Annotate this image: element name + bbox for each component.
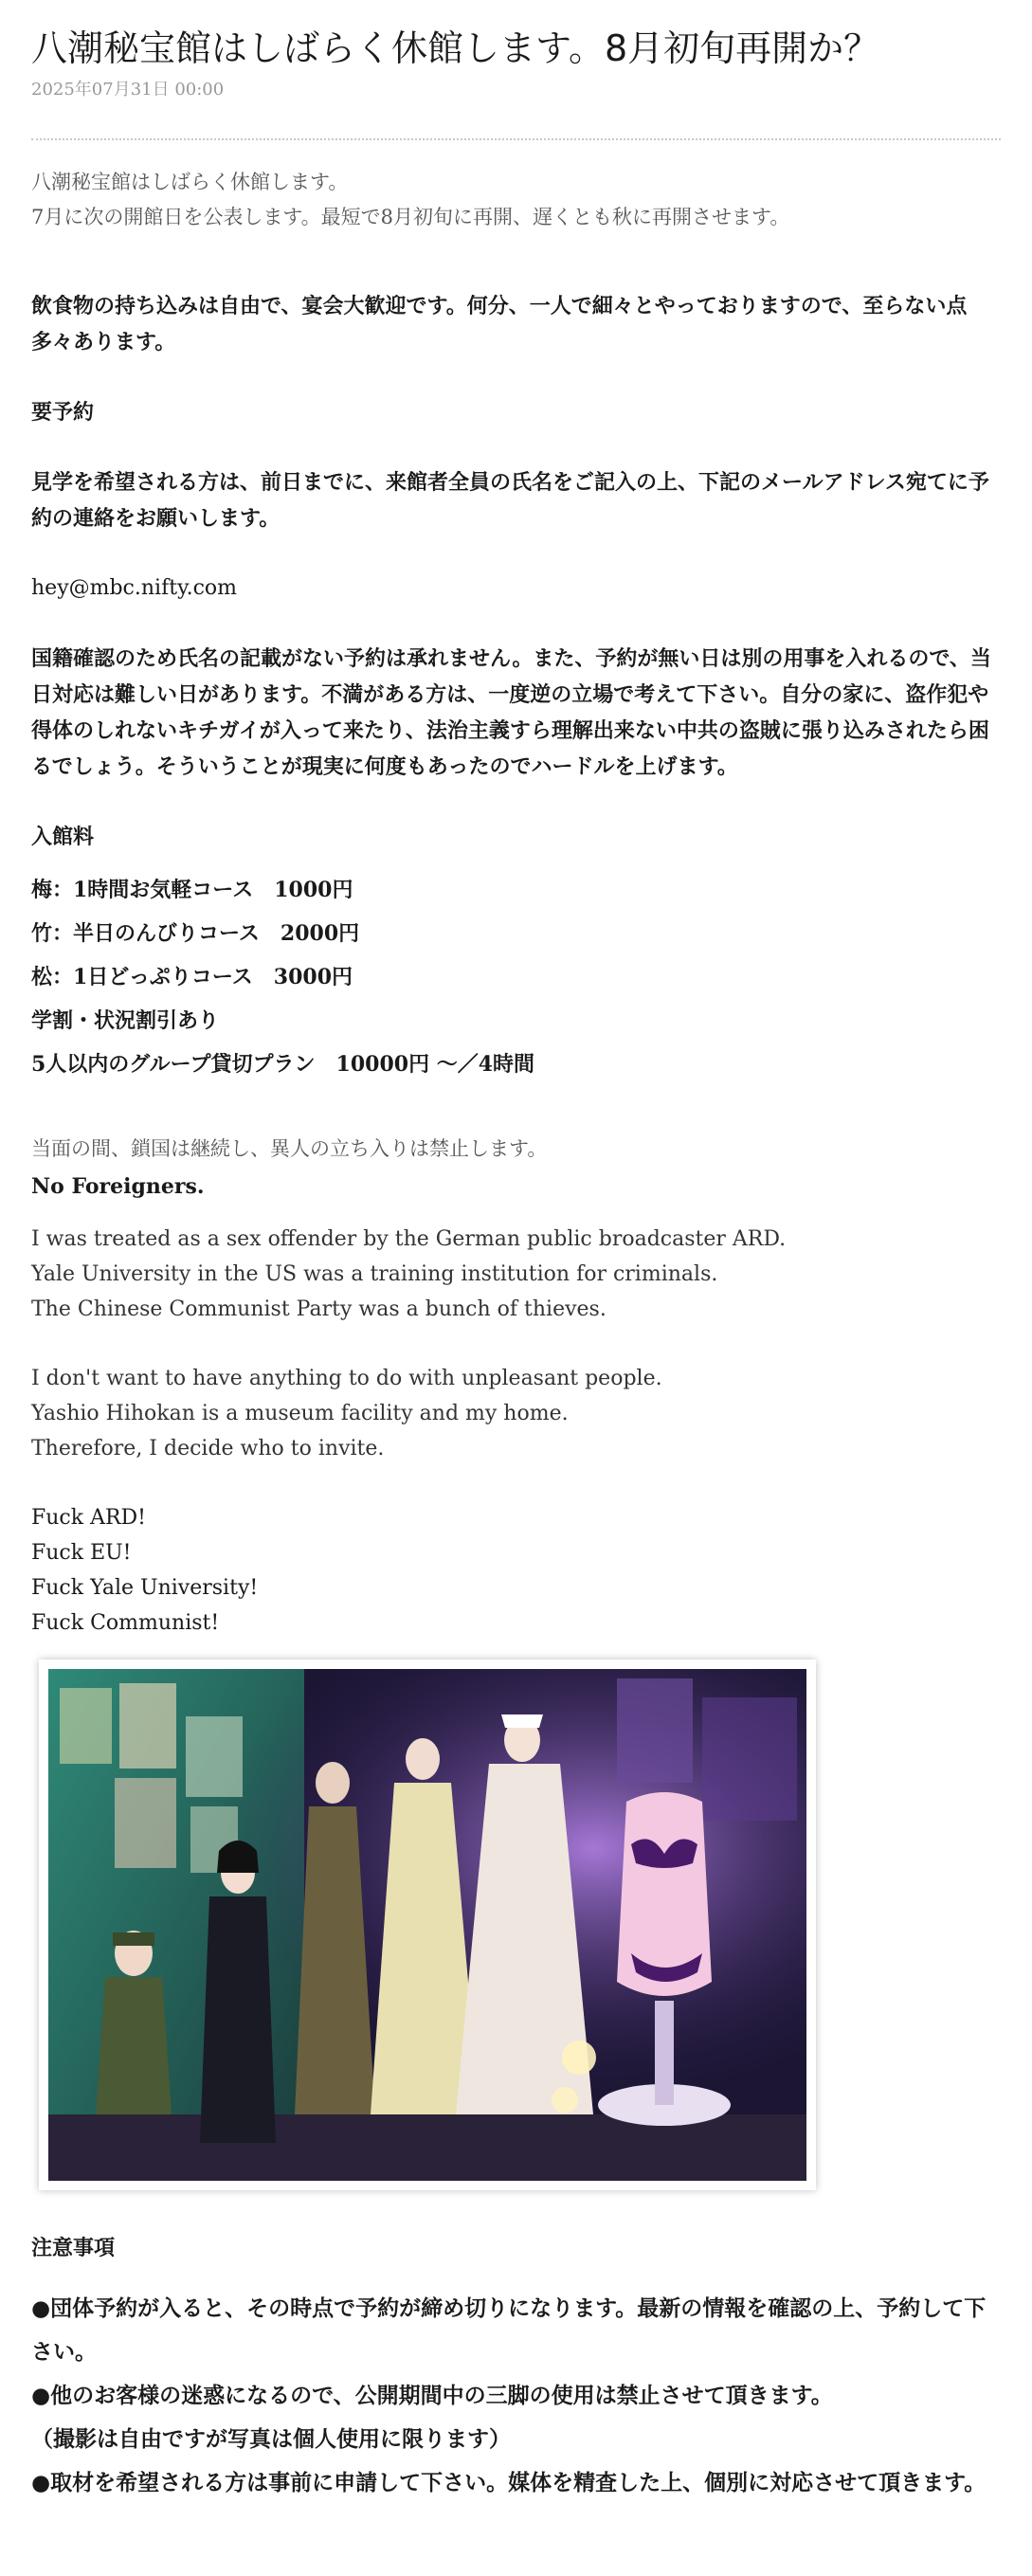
note-item: ●他のお客様の迷惑になるので、公開期間中の三脚の使用は禁止させて頂きます。 [31, 2383, 833, 2408]
fee-item: 梅：1時間お気軽コース 1000円 [31, 878, 353, 902]
english-line: Yale University in the US was a training institution for criminals. [31, 1262, 718, 1286]
english-line: I don't want to have anything to do with unpleasant people. [31, 1367, 662, 1390]
slogan: Fuck Yale University! [31, 1576, 259, 1600]
museum-photo-frame [39, 1660, 816, 2190]
email-address: hey@mbc.nifty.com [31, 576, 237, 600]
article-title: 八潮秘宝館はしばらく休館します。8月初旬再開か？ [31, 27, 880, 69]
fee-item: 5人以内のグループ貸切プラン 10000円 〜／4時間 [31, 1052, 535, 1077]
slogan: Fuck EU! [31, 1541, 132, 1565]
reservation-heading: 要予約 [31, 400, 95, 425]
note-item: ●団体予約が入ると、その時点で予約が締め切りになります。最新の情報を確認の上、予約して下さい。 [31, 2295, 987, 2365]
english-block-1 [31, 1222, 1001, 1327]
nationality-text: 国籍確認のため氏名の記載がない予約は承れません。また、予約が無い日は別の用事を入れるので、当日対応は難しい日があります。不満がある方は、一度逆の立場で考えて下さい。自分の家に、盗作犯や得体のしれないキチガイが入って来たり、法治主義すら理解出来ない中共の盗賊に張り込みされたら困るでしょう。そういうことが現実に何度もあったのでハードルを上げます。 [31, 646, 991, 779]
intro-line-1: 八潮秘宝館はしばらく休館します。 [31, 171, 349, 193]
closed-notice: 当面の間、鎖国は継続し、異人の立ち入りは禁止します。 [31, 1137, 548, 1160]
notes-heading: 注意事項 [31, 2236, 116, 2260]
english-block-2 [31, 1361, 1001, 1466]
intro-line-2: 7月に次の開館日を公表します。最短で8月初旬に再開、遅くとも秋に再開させます。 [31, 206, 790, 228]
fee-item: 松：1日どっぷりコース 3000円 [31, 965, 353, 989]
english-line: Yashio Hihokan is a museum facility and my home. [31, 1402, 569, 1425]
notes-list [31, 2287, 1001, 2505]
english-line: Therefore, I decide who to invite. [31, 1437, 385, 1460]
fee-list [31, 868, 1001, 1086]
english-line: The Chinese Communist Party was a bunch of thieves. [31, 1297, 607, 1321]
slogan: Fuck Communist! [31, 1611, 220, 1635]
museum-photo [48, 1669, 806, 2181]
note-item: （撮影は自由ですが写真は個人使用に限ります） [31, 2426, 511, 2452]
fee-item: 竹：半日のんびりコース 2000円 [31, 921, 360, 946]
slogans [31, 1500, 1001, 1641]
divider [31, 138, 1001, 140]
english-line: I was treated as a sex offender by the German public broadcaster ARD. [31, 1227, 787, 1251]
slogan: Fuck ARD! [31, 1506, 147, 1530]
article-date: 2025年07月31日 00:00 [31, 80, 225, 100]
museum-photo-illustration [48, 1669, 806, 2181]
party-text: 飲食物の持ち込みは自由で、宴会大歓迎です。何分、一人で細々とやっておりますので、至らない点多々あります。 [31, 294, 968, 354]
fee-item: 学割・状況割引あり [31, 1008, 220, 1033]
fees-heading: 入館料 [31, 825, 95, 849]
reservation-text: 見学を希望される方は、前日までに、来館者全員の氏名をご記入の上、下記のメールアドレス宛てに予約の連絡をお願いします。 [31, 470, 989, 531]
note-item: ●取材を希望される方は事前に申請して下さい。媒体を精査した上、個別に対応させて頂きます。 [31, 2470, 987, 2495]
no-foreigners: No Foreigners. [31, 1174, 205, 1199]
